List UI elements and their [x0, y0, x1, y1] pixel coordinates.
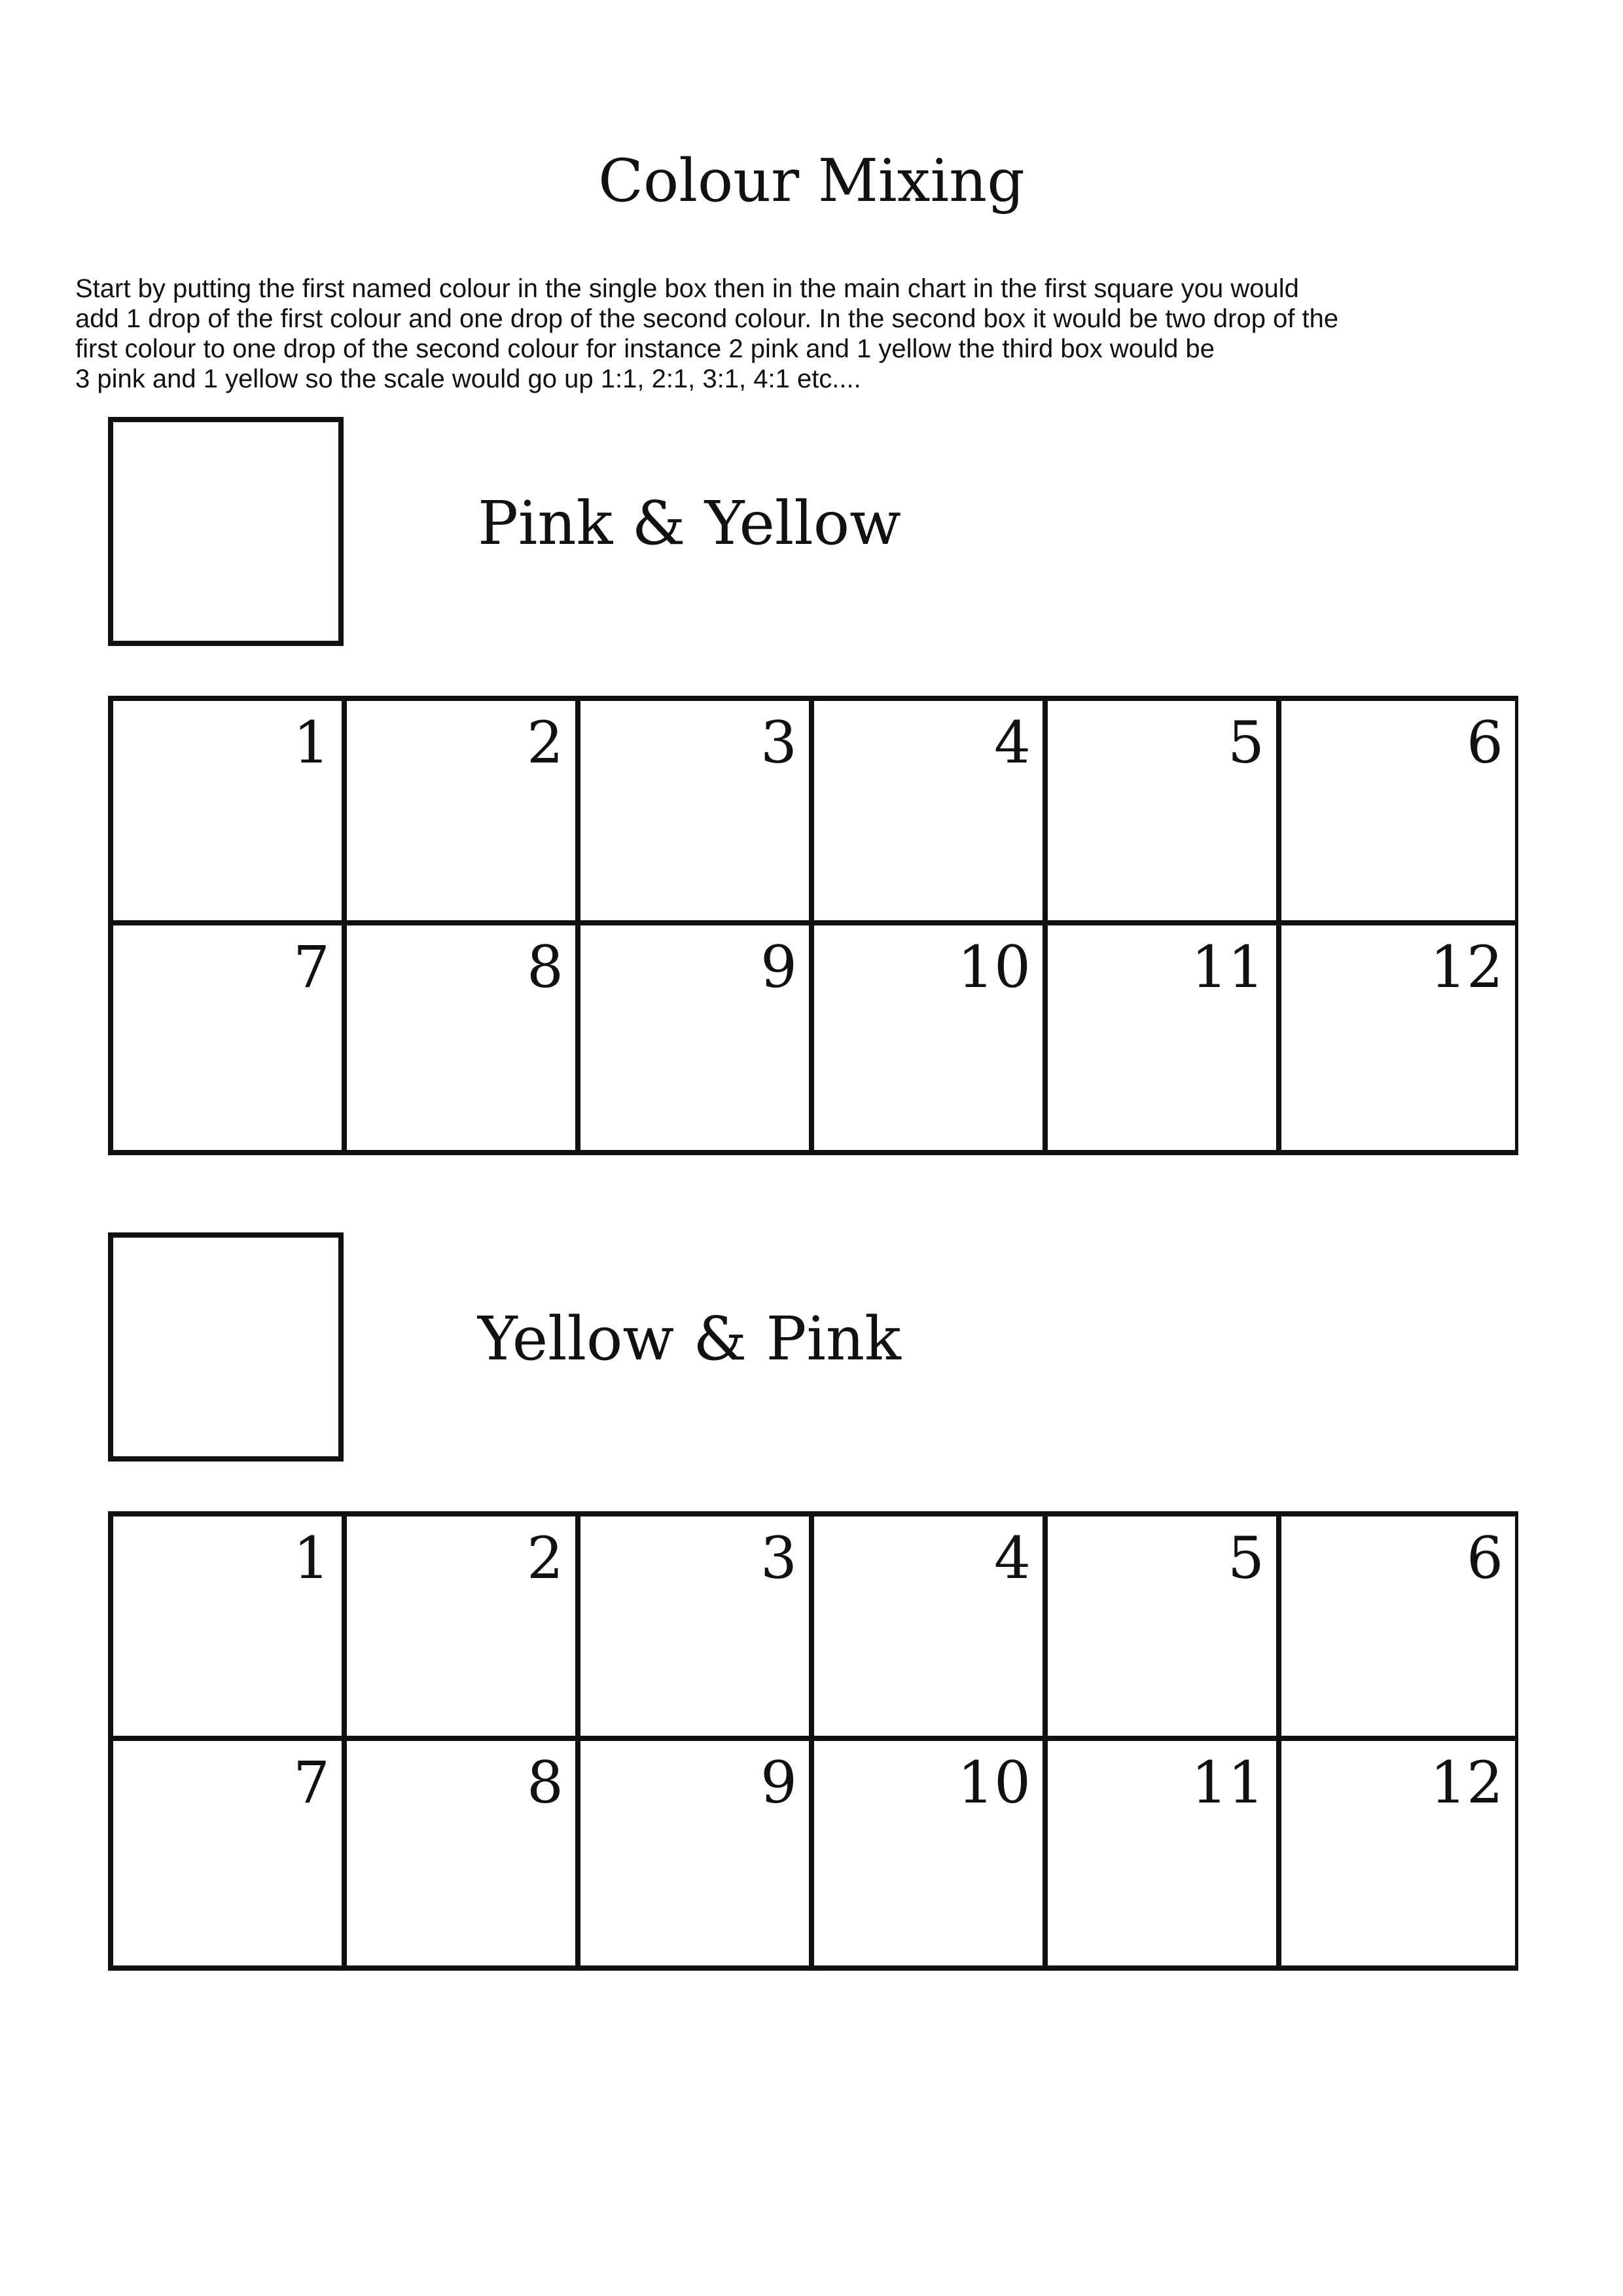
cell-number: 8: [527, 1749, 563, 1816]
mixing-cell: [1048, 701, 1281, 925]
mixing-cell: [113, 1741, 347, 1965]
mixing-cell: [580, 1516, 814, 1741]
cell-number: 11: [1191, 1749, 1264, 1816]
mixing-cell: [814, 1741, 1048, 1965]
colour-pair-label: Pink & Yellow: [478, 488, 901, 558]
mixing-cell: [814, 701, 1048, 925]
cell-number: 8: [527, 933, 563, 1001]
mixing-chart-grid: [108, 696, 1518, 1155]
cell-number: 2: [527, 1524, 563, 1592]
cell-number: 11: [1191, 933, 1264, 1001]
cell-number: 7: [293, 933, 330, 1001]
mixing-cell: [580, 1741, 814, 1965]
mixing-cell: [347, 1516, 580, 1741]
mixing-cell: [1281, 925, 1515, 1150]
instructions-line: first colour to one drop of the second colour for instance 2 pink and 1 yellow the third box would be: [75, 334, 1215, 363]
cell-number: 5: [1228, 709, 1264, 776]
instructions-line: add 1 drop of the first colour and one drop of the second colour. In the second box it would be two drop of the: [75, 304, 1339, 333]
colour-pair-label: Yellow & Pink: [478, 1304, 901, 1374]
mixing-cell: [1048, 1741, 1281, 1965]
cell-number: 12: [1430, 933, 1503, 1001]
instructions-line: Start by putting the first named colour in the single box then in the main chart in the first square you would: [75, 274, 1299, 303]
cell-number: 2: [527, 709, 563, 776]
mixing-cell: [1048, 1516, 1281, 1741]
mixing-cell: [113, 701, 347, 925]
cell-number: 6: [1467, 709, 1503, 776]
mixing-cell: [1281, 1516, 1515, 1741]
mixing-cell: [347, 701, 580, 925]
mixing-cell: [1048, 925, 1281, 1150]
cell-number: 12: [1430, 1749, 1503, 1816]
mixing-cell: [113, 925, 347, 1150]
sample-colour-box: [108, 1232, 344, 1462]
cell-number: 4: [994, 709, 1031, 776]
cell-number: 9: [760, 1749, 797, 1816]
cell-number: 1: [293, 709, 330, 776]
cell-number: 1: [293, 1524, 330, 1592]
mixing-cell: [347, 1741, 580, 1965]
mixing-cell: [580, 701, 814, 925]
cell-number: 6: [1467, 1524, 1503, 1592]
mixing-chart-grid: [108, 1511, 1518, 1971]
mixing-cell: [814, 925, 1048, 1150]
cell-number: 10: [957, 1749, 1031, 1816]
cell-number: 10: [957, 933, 1031, 1001]
cell-number: 4: [994, 1524, 1031, 1592]
cell-number: 3: [760, 709, 797, 776]
page-title: Colour Mixing: [598, 147, 1025, 215]
cell-number: 5: [1228, 1524, 1264, 1592]
cell-number: 9: [760, 933, 797, 1001]
mixing-cell: [1281, 701, 1515, 925]
sample-colour-box: [108, 417, 344, 646]
mixing-cell: [814, 1516, 1048, 1741]
mixing-cell: [580, 925, 814, 1150]
mixing-cell: [1281, 1741, 1515, 1965]
cell-number: 3: [760, 1524, 797, 1592]
instructions-paragraph: [75, 274, 1580, 394]
mixing-cell: [113, 1516, 347, 1741]
cell-number: 7: [293, 1749, 330, 1816]
instructions-line: 3 pink and 1 yellow so the scale would go up 1:1, 2:1, 3:1, 4:1 etc....: [75, 365, 861, 393]
mixing-cell: [347, 925, 580, 1150]
